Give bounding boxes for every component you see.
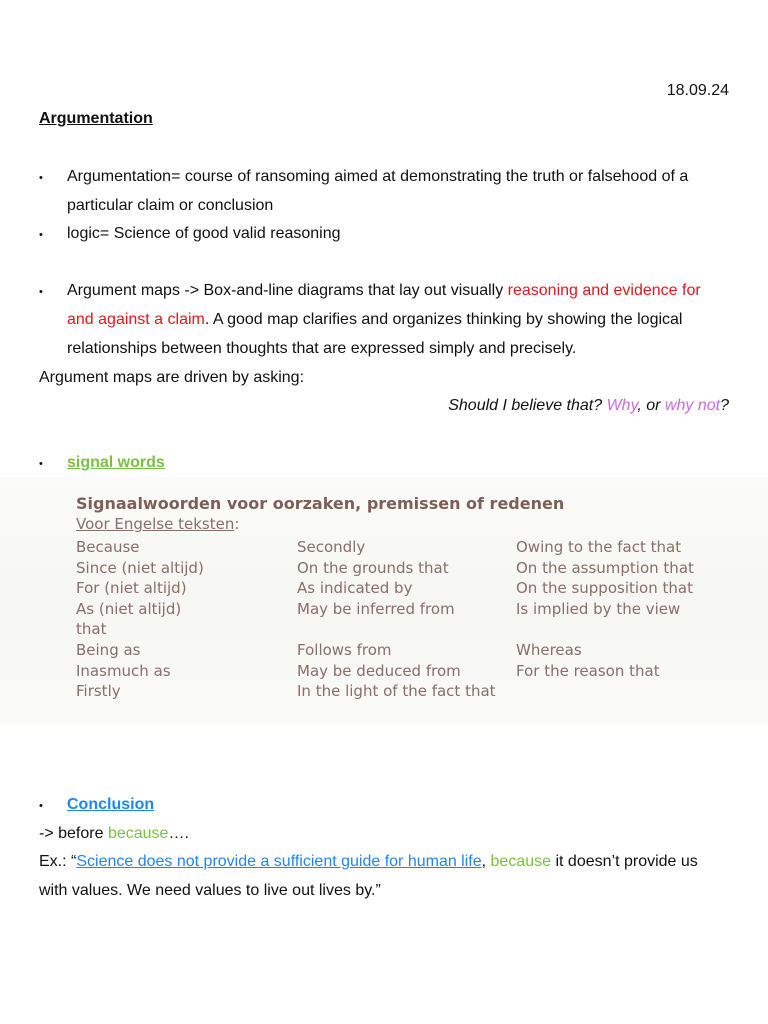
signal-column-2 <box>297 537 496 702</box>
bullet-logic: logic= Science of good valid reasoning <box>67 225 341 242</box>
signal-word: On the supposition that <box>516 579 693 598</box>
bullet-marker: • <box>39 229 43 241</box>
text: Voor Engelse teksten <box>76 515 235 533</box>
conclusion-heading: Conclusion <box>67 796 155 813</box>
signal-word: Whereas <box>516 640 582 659</box>
signal-words-heading: signal words <box>67 454 165 471</box>
signal-word <box>297 619 496 640</box>
bullet-argumentation <box>67 162 688 220</box>
before-because-line <box>39 819 189 848</box>
question-line <box>448 391 729 420</box>
bullet-marker: • <box>39 286 43 298</box>
signal-table-subtitle <box>76 515 239 533</box>
signal-word: In the light of the fact that <box>297 682 496 701</box>
bullet-argumentation-line2: particular claim or conclusion <box>67 197 274 214</box>
argument-maps-line3: relationships between thoughts that are expressed simply and precisely. <box>67 340 577 357</box>
text: Should I believe that? <box>448 397 607 414</box>
text: ? <box>720 397 729 414</box>
signal-words-image <box>0 477 768 724</box>
bullet-argument-maps <box>67 276 701 363</box>
signal-word: Being as <box>76 640 141 659</box>
page-title: Argumentation <box>39 110 153 127</box>
example-line1 <box>39 847 698 876</box>
signal-table-title: Signaalwoorden voor oorzaken, premissen of redenen <box>76 494 565 513</box>
text: Argument maps -> Box-and-line diagrams that lay out visually <box>67 282 508 299</box>
date: 18.09.24 <box>666 82 729 99</box>
signal-word: that <box>76 620 107 639</box>
bullet-marker: • <box>39 800 43 812</box>
bullet-argumentation-line1: Argumentation= course of ransoming aimed at demonstrating the truth or falsehood of a <box>67 168 689 185</box>
argument-maps-line1 <box>67 276 701 305</box>
text: , or <box>637 397 665 414</box>
highlight-blue: Science does not provide a sufficient guide for human life <box>76 853 482 870</box>
maps-driven-text: Argument maps are driven by asking: <box>39 369 305 386</box>
signal-word: Secondly <box>297 538 366 556</box>
example-line2: with values. We need values to live out lives by.” <box>39 882 381 899</box>
signal-word: As indicated by <box>297 579 413 598</box>
text: it doesn’t provide us <box>551 853 698 870</box>
signal-word: Since (niet altijd) <box>76 558 204 577</box>
text: -> before <box>39 825 108 842</box>
text: . A good map clarifies and organizes thinking by showing the logical <box>204 311 683 328</box>
highlight-red: reasoning and evidence for <box>507 282 701 299</box>
signal-word: As (niet altijd) <box>76 599 182 618</box>
highlight-purple: Why <box>606 397 638 414</box>
signal-word: On the assumption that <box>516 558 694 577</box>
signal-word: For the reason that <box>516 661 660 680</box>
signal-word: On the grounds that <box>297 558 449 577</box>
text: : <box>234 515 240 533</box>
signal-word: May be inferred from <box>297 599 455 618</box>
signal-word: For (niet altijd) <box>76 579 187 598</box>
text: …. <box>168 825 189 842</box>
bullet-marker: • <box>39 172 43 184</box>
text: Ex.: “ <box>39 853 77 870</box>
signal-word: Firstly <box>76 682 121 701</box>
signal-word: Inasmuch as <box>76 661 171 680</box>
signal-word: May be deduced from <box>297 661 461 680</box>
signal-word: Because <box>76 538 140 556</box>
signal-column-1 <box>76 537 204 702</box>
signal-word: Owing to the fact that <box>516 538 682 556</box>
text: , <box>481 853 491 870</box>
highlight-green: because <box>490 853 552 870</box>
argument-maps-line2 <box>67 305 701 334</box>
signal-word: Is implied by the view <box>516 599 681 618</box>
highlight-green: because <box>107 825 169 842</box>
signal-word <box>516 681 694 702</box>
highlight-red: and against a claim <box>67 311 205 328</box>
signal-column-3 <box>516 537 694 702</box>
signal-word: Follows from <box>297 640 392 659</box>
highlight-purple: why not <box>664 397 721 414</box>
bullet-marker: • <box>39 458 43 470</box>
signal-word <box>516 619 694 640</box>
